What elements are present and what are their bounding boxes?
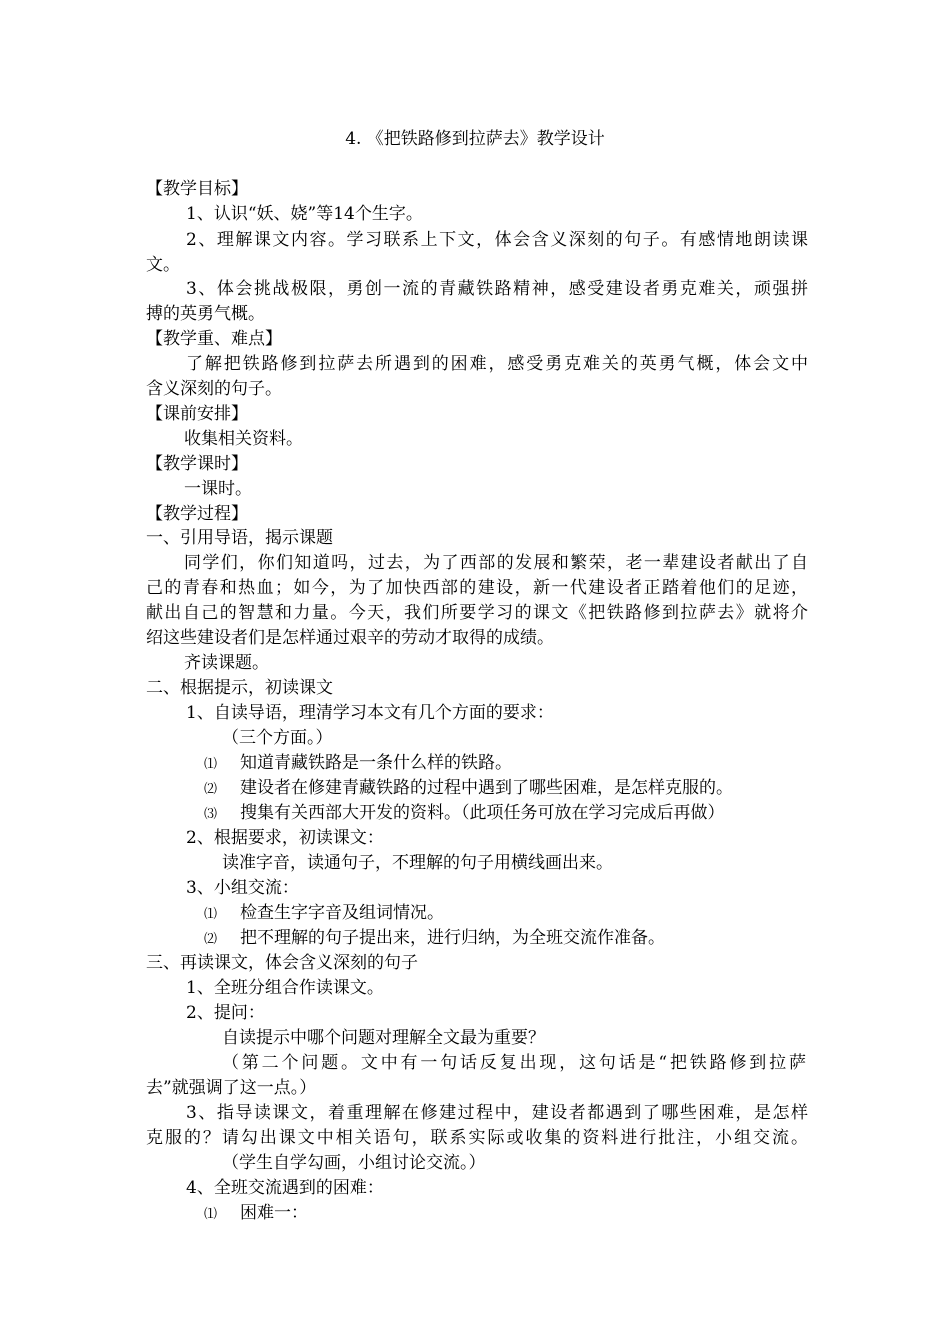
section-3-item-4: 4、全班交流遇到的困难： [186,1178,384,1198]
list-marker: ⑴ [204,757,218,772]
section-3-item-3-line-1: 3、指导读课文，着重理解在修建过程中，建设者都遇到了哪些困难，是怎样 [186,1103,808,1123]
document-title: 4. 《把铁路修到拉萨去》教学设计 [345,129,605,149]
heading-class-hours: 【教学课时】 [146,454,248,474]
list-item [204,775,733,803]
key-point-line-1: 了解把铁路修到拉萨去所遇到的困难，感受勇克难关的英勇气概，体会文中 [186,354,808,374]
section-1-para-line-1: 同学们，你们知道吗，过去，为了西部的发展和繁荣，老一辈建设者献出了自 [184,553,808,573]
goal-1: 1、认识“妖、娆”等14个生字。 [186,204,423,224]
section-1-para-line-2: 己的青春和热血；如今，为了加快西部的建设，新一代建设者正踏着他们的足迹， [146,578,808,598]
section-3-item-1: 1、全班分组合作读课文。 [186,978,384,998]
list-item-text: 把不理解的句子提出来，进行归纳，为全班交流作准备。 [240,928,665,948]
list-marker: ⑵ [204,782,218,797]
section-3-heading: 三、再读课文，体会含义深刻的句子 [146,953,418,973]
section-3-item-2-answer-line-1: （第二个问题。文中有一句话反复出现，这句话是“把铁路修到拉萨 [222,1053,806,1073]
section-1-heading: 一、引用导语，揭示课题 [146,528,333,548]
list-item-text: 困难一： [240,1203,308,1223]
list-marker: ⑴ [204,907,218,922]
section-2-item-1-answer: （三个方面。） [222,728,333,748]
section-3-item-2: 2、提问： [186,1003,265,1023]
list-item-text: 检查生字字音及组词情况。 [240,903,444,923]
list-item [204,800,725,828]
key-point-line-2: 含义深刻的句子。 [146,379,282,399]
section-2-item-2: 2、根据要求，初读课文： [186,828,384,848]
heading-teaching-goals: 【教学目标】 [146,179,248,199]
list-item-text: 搜集有关西部大开发的资料。（此项任务可放在学习完成后再做） [240,803,725,823]
section-2-item-1: 1、自读导语，理清学习本文有几个方面的要求： [186,703,554,723]
goal-3-line-2: 搏的英勇气概。 [146,304,265,324]
list-item-text: 建设者在修建青藏铁路的过程中遇到了哪些困难，是怎样克服的。 [240,778,733,798]
section-3-item-2-question: 自读提示中哪个问题对理解全文最为重要？ [222,1028,545,1048]
list-marker: ⑵ [204,932,218,947]
section-3-item-3-line-2: 克服的？请勾出课文中相关语句，联系实际或收集的资料进行批注，小组交流。 [146,1128,808,1148]
heading-preparation: 【课前安排】 [146,404,248,424]
section-1-read-title: 齐读课题。 [184,653,269,673]
section-3-item-3-note: （学生自学勾画，小组讨论交流。） [222,1153,486,1173]
section-2-heading: 二、根据提示，初读课文 [146,678,333,698]
list-item [204,750,512,778]
section-2-item-3: 3、小组交流： [186,878,299,898]
list-marker: ⑶ [204,807,218,822]
section-2-item-2-text: 读准字音，读通句子，不理解的句子用横线画出来。 [222,853,613,873]
list-item [204,1200,308,1228]
section-1-para-line-4: 绍这些建设者们是怎样通过艰辛的劳动才取得的成绩。 [146,628,554,648]
goal-2-line-2: 文。 [146,255,180,275]
list-item [204,925,665,953]
goal-3-line-1: 3、体会挑战极限，勇创一流的青藏铁路精神，感受建设者勇克难关，顽强拼 [186,279,808,299]
heading-teaching-process: 【教学过程】 [146,504,248,524]
class-hours-text: 一课时。 [184,479,252,499]
list-marker: ⑴ [204,1207,218,1222]
goal-2-line-1: 2、理解课文内容。学习联系上下文，体会含义深刻的句子。有感情地朗读课 [186,230,808,250]
list-item-text: 知道青藏铁路是一条什么样的铁路。 [240,753,512,773]
list-item [204,900,444,928]
section-1-para-line-3: 献出自己的智慧和力量。今天，我们所要学习的课文《把铁路修到拉萨去》就将介 [146,603,808,623]
section-3-item-2-answer-line-2: 去”就强调了这一点。） [146,1078,317,1098]
preparation-text: 收集相关资料。 [184,429,303,449]
heading-key-points: 【教学重、难点】 [146,329,282,349]
